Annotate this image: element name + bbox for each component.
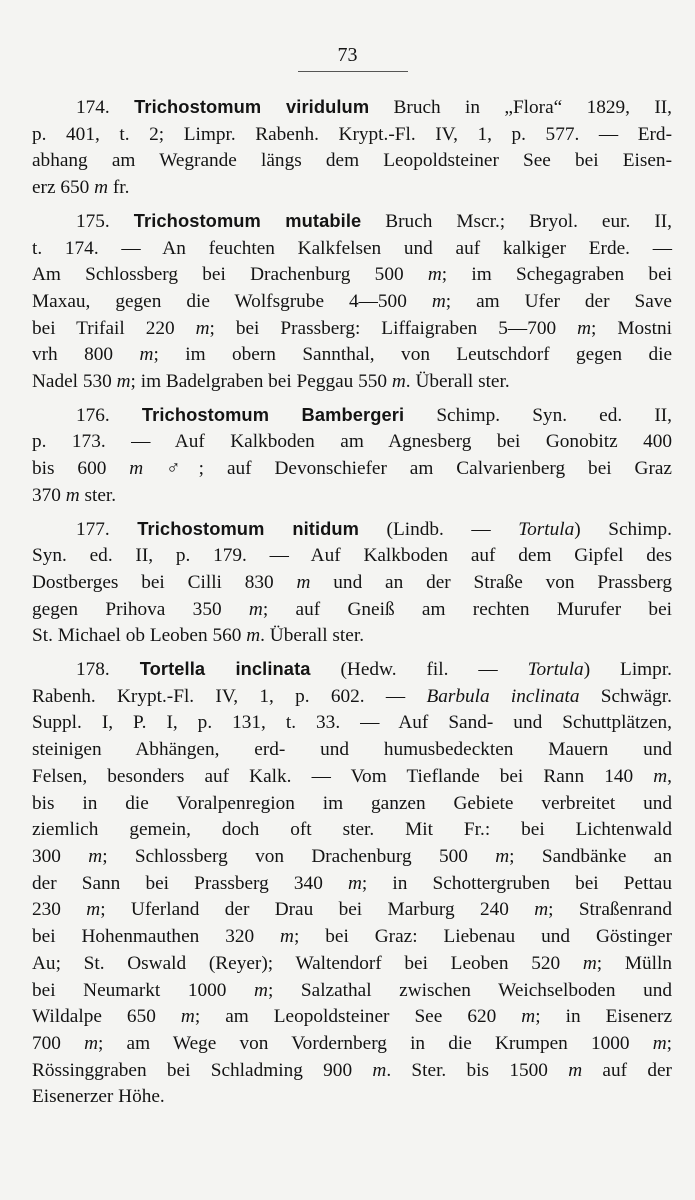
entry-line (32, 402, 672, 430)
entry-line: steinigen Abhängen, erd- und humusbedeckten Mauern und (32, 739, 672, 761)
entry-line: bei Hohenmauthen 320 m; bei Graz: Liebenau und Göstinger (32, 926, 672, 948)
entry-line: vrh 800 m; im obern Sannthal, von Leutschdorf gegen die (32, 344, 673, 366)
entry-line: p. 173. — Auf Kalkboden am Agnesberg bei Gonobitz 400 (32, 431, 672, 453)
entry-line: t. 174. — An feuchten Kalkfelsen und auf kalkiger Erde. — (32, 237, 672, 259)
line-text: Bruch in „Flora“ 1829, II, (369, 97, 672, 118)
entry-line: Dostberges bei Cilli 830 m und an der Straße von Prassberg (32, 571, 672, 593)
entry-line (32, 94, 672, 122)
entry-number: 176. (76, 404, 110, 426)
entry-number: 177. (76, 518, 110, 540)
species-name: Trichostomum mutabile (133, 209, 362, 231)
entry-line (32, 516, 672, 544)
entry-line: erz 650 m fr. (32, 177, 130, 199)
species-name: Trichostomum viridulum (134, 96, 370, 117)
entry-line: Maxau, gegen die Wolfsgrube 4—500 m; am Ufer der Save (32, 290, 672, 312)
entry-line: bei Neumarkt 1000 m; Salzathal zwischen Weichselboden und (32, 979, 672, 1001)
entry-line: bis 600 m ♂; auf Devonschiefer am Calvarienberg bei Graz (32, 458, 672, 480)
entry-line: ziemlich gemein, doch oft ster. Mit Fr.: bei Lichtenwald (32, 819, 672, 841)
entry-line: Wildalpe 650 m; am Leopoldsteiner See 620 m; in Eisenerz (32, 1006, 672, 1028)
entry-line: Syn. ed. II, p. 179. — Auf Kalkboden auf dem Gipfel des (32, 545, 672, 567)
entry-number: 178. (76, 659, 110, 681)
entry-line: abhang am Wegrande längs dem Leopoldsteiner See bei Eisen- (32, 150, 672, 172)
entry-line: bis in die Voralpenregion im ganzen Gebiete verbreitet und (32, 792, 672, 814)
entry-number: 174. (76, 97, 110, 118)
entry-line: 300 m; Schlossberg von Drachenburg 500 m; Sandbänke an (32, 845, 672, 867)
entry-number: 175. (76, 210, 110, 232)
entry-line: Rabenh. Krypt.-Fl. IV, 1, p. 602. — Barbula inclinata Schwägr. (32, 685, 672, 707)
entry-line: Eisenerzer Höhe. (32, 1086, 165, 1108)
entry-line: 700 m; am Wege von Vordernberg in die Krumpen 1000 m; (32, 1032, 672, 1054)
entry-line: St. Michael ob Leoben 560 m. Überall ster. (32, 625, 365, 647)
species-name: Trichostomum nitidum (137, 517, 360, 539)
species-entry-174 (32, 94, 672, 202)
species-entry-177 (32, 516, 672, 651)
entry-line: Suppl. I, P. I, p. 131, t. 33. — Auf Sand- und Schuttplätzen, (32, 712, 672, 734)
species-name: Tortella inclinata (139, 658, 311, 680)
line-text: (Hedw. fil. — Tortula) Limpr. (310, 659, 672, 681)
entry-line: p. 401, t. 2; Limpr. Rabenh. Krypt.-Fl. IV, 1, p. 577. — Erd- (32, 123, 672, 145)
line-text: Bruch Mscr.; Bryol. eur. II, (361, 210, 672, 232)
species-entry-178 (32, 656, 672, 1111)
entry-line (32, 208, 672, 236)
entry-line: gegen Prihova 350 m; auf Gneiß am rechten Murufer bei (32, 598, 672, 620)
page-number: 73 (337, 44, 358, 66)
entry-line: Felsen, besonders auf Kalk. — Vom Tieflande bei Rann 140 m, (32, 765, 672, 787)
species-entry-176 (32, 402, 672, 510)
entry-line (32, 656, 672, 684)
species-name: Trichostomum Bambergeri (141, 403, 405, 425)
entry-line: der Sann bei Prassberg 340 m; in Schottergruben bei Pettau (32, 872, 672, 894)
body-text (32, 94, 672, 1117)
entry-line: 230 m; Uferland der Drau bei Marburg 240 m; Straßenrand (32, 899, 672, 921)
entry-line: Nadel 530 m; im Badelgraben bei Peggau 550 m. Überall ster. (32, 371, 510, 393)
entry-line: 370 m ster. (32, 484, 117, 506)
entry-line: Am Schlossberg bei Drachenburg 500 m; im Schegagraben bei (32, 264, 672, 286)
line-text: Schimp. Syn. ed. II, (404, 404, 672, 426)
line-text: (Lindb. — Tortula) Schimp. (359, 518, 672, 540)
header-rule (298, 71, 408, 72)
entry-line: Rössinggraben bei Schladming 900 m. Ster. bis 1500 m auf der (32, 1059, 672, 1081)
entry-line: bei Trifail 220 m; bei Prassberg: Liffaigraben 5—700 m; Mostni (32, 317, 672, 339)
species-entry-175 (32, 208, 672, 396)
entry-line: Au; St. Oswald (Reyer); Waltendorf bei Leoben 520 m; Mülln (32, 952, 672, 974)
